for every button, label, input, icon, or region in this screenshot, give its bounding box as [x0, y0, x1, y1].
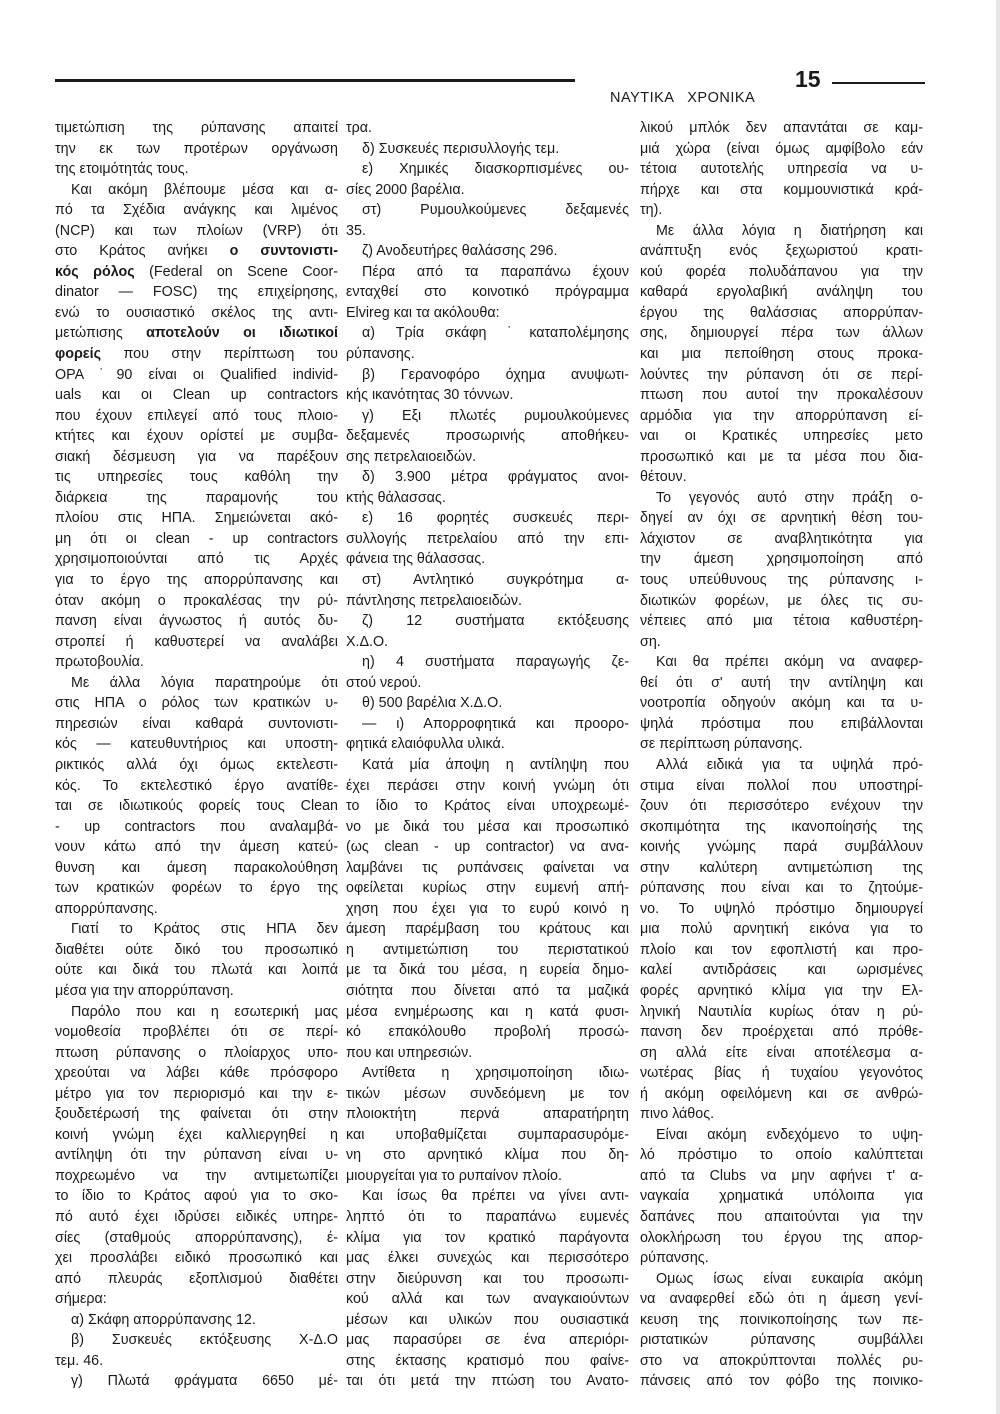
- text-line: στιμα είναι πολλοί που υποστηρί-: [640, 777, 923, 794]
- text-line: γ) Εξι πλωτές ρυμουλκούμενες: [362, 407, 629, 424]
- paragraph: [55, 1002, 338, 1310]
- text-line: Και ίσως θα πρέπει να γίνει αντι-: [362, 1188, 629, 1205]
- text-line: όταν ακόμη ο προκαλέσας την ρύ-: [55, 592, 338, 609]
- text-line: η αντιμετώπιση του περιστατικού: [346, 941, 629, 958]
- text-line: ληνική Ναυτιλία κυρίως όταν η ρύ-: [640, 1003, 923, 1020]
- text-line: τιμετώπιση της ρύπανσης απαιτεί: [55, 120, 338, 136]
- text-segment: που στην περίπτωση του: [101, 346, 338, 363]
- text-line: ζουν ότι περισσότερο ενέχουν την: [640, 798, 923, 815]
- paragraph: [346, 139, 629, 160]
- text-line: έχει περάσει στην κοινή γνώμη ότι: [346, 777, 629, 794]
- text-line: ται σε ιδιωτικούς φορείς τους Clean: [55, 798, 338, 815]
- text-line: ζ) 12 συστήματα εκτόξευσης: [362, 613, 629, 630]
- text-line: καθαρά εργολαβική ανάληψη του: [640, 284, 923, 301]
- text-line: χηση που έχει για το ευρύ κοινό η: [346, 900, 629, 917]
- text-line: γ) Πλωτά φράγματα 6650 μέ-: [71, 1373, 338, 1390]
- text-line: Γιατί το Κράτος στις ΗΠΑ δεν: [71, 921, 338, 938]
- paragraph: [346, 508, 629, 570]
- text-line: από πλευράς εξοπλισμού διαθέτει: [55, 1270, 338, 1287]
- text-line: για το έργο της απορρύπανσης και: [55, 572, 338, 589]
- text-line: σήμερα:: [55, 1291, 107, 1308]
- paragraph: [346, 693, 629, 714]
- text-line: Είναι ακόμη ενδεχόμενο το υψη-: [656, 1126, 923, 1143]
- text-line: θ) 500 βαρέλια Χ.Δ.Ο.: [362, 695, 503, 712]
- text-line: Πέρα από τα παραπάνω έχουν: [362, 263, 629, 280]
- paragraph: [346, 1063, 629, 1186]
- text-line: στού νερού.: [346, 674, 422, 691]
- text-line: dinator — FOSC) της επιχείρησης,: [55, 284, 338, 301]
- text-line: τη).: [640, 202, 663, 219]
- text-line: β) Συσκευές εκτόξευσης Χ-Δ.Ο: [71, 1332, 338, 1349]
- text-line: οφείλεται κυρίως στην ευμενή απή-: [346, 880, 629, 897]
- text-line: ση.: [640, 633, 661, 650]
- text-line: τικών μέσων συνδεόμενη με τον: [346, 1085, 629, 1102]
- text-line: τέτοια αυτοτελής υπηρεσία να υ-: [640, 161, 923, 178]
- text-line: νουν κάτω από την άμεση κατεύ-: [55, 839, 338, 856]
- text-line: σης πετρελαιοειδών.: [346, 448, 477, 465]
- text-line: στ) Αντλητικό συγκρότημα α-: [362, 572, 629, 589]
- text-line: πτωση που αυτοί την προκαλέσουν: [640, 387, 923, 404]
- text-line: α) Τρία σκάφη ˙καταπολέμησης: [362, 325, 629, 342]
- text-line: κλίμα για τον κρατικό παράγοντα: [346, 1229, 629, 1246]
- text-line: α) Σκάφη απορρύπανσης 12.: [71, 1311, 256, 1328]
- text-line: που και υπηρεσιών.: [346, 1044, 473, 1061]
- text-line: σίες (σταθμούς απορρύπανσης), έ-: [55, 1229, 338, 1246]
- paragraph: [346, 159, 629, 200]
- text-line: ενώ το ουσιαστικό σκέλος της αντι-: [55, 304, 338, 321]
- text-line: στην διεύρυνση και του προσωπι-: [346, 1270, 629, 1287]
- text-line: δαπάνες που απαιτούνται για την: [640, 1208, 923, 1225]
- text-line: ε) 16 φορητές συσκευές περι-: [362, 510, 629, 527]
- text-line: Αλλά ειδικά για τα υψηλά πρό-: [656, 756, 923, 773]
- paragraph: [346, 262, 629, 324]
- text-line: απορρύπανσης.: [55, 900, 158, 917]
- text-line: Κατά μία άποψη η αντίληψη που: [362, 756, 629, 773]
- paragraph: [640, 652, 923, 755]
- text-segment: μετώπισης: [55, 325, 147, 342]
- text-line: έργου της θαλάσσιας απορρύπαν-: [640, 304, 923, 321]
- text-line: ρύπανσης.: [640, 1250, 709, 1267]
- text-line: ται ότι μετά την πτώση του Ανατο-: [346, 1373, 629, 1390]
- text-line: των κρατικών φορέων το έργο της: [55, 880, 338, 897]
- paragraph: [346, 467, 629, 508]
- bold-text: αποτελούν οι ιδιωτικοί: [146, 325, 338, 342]
- text-line: στ) Ρυμουλκούμενες δεξαμενές: [362, 202, 629, 219]
- text-line: Χ.Δ.Ο.: [346, 633, 389, 650]
- bold-text: κός ρόλος: [55, 263, 135, 280]
- text-line: άμεση παρέμβαση του κράτους και: [346, 921, 629, 938]
- text-line: ανάπτυξη ενός ξεχωριστού κρατι-: [640, 243, 923, 260]
- text-line: προσωπικό και με τα μέσα που δια-: [640, 448, 923, 465]
- text-line: την εκ των προτέρων οργάνωση: [55, 140, 338, 157]
- text-line: πηρεσιών είναι καθαρά συντονιστι-: [55, 715, 338, 732]
- text-line: β) Γερανοφόρο όχημα ανυψωτι-: [362, 366, 629, 383]
- text-line: Αντίθετα η χρησιμοποίηση ιδιω-: [362, 1065, 629, 1082]
- text-line: πλοίο και τον εφοπλιστή και προ-: [640, 941, 923, 958]
- paragraph: [346, 652, 629, 693]
- paragraph: [346, 118, 629, 139]
- text-line: νωτέρας βίας ή τυχαίου γεγονότος: [640, 1065, 923, 1082]
- text-line: κής ικανότητας 30 τόννων.: [346, 387, 514, 404]
- text-line: σε περίπτωση ρύπανσης.: [640, 736, 803, 753]
- text-line: κού αλλά και των αναγκαιούντων: [346, 1291, 629, 1308]
- page-number: 15: [795, 66, 821, 92]
- text-line: μας έλκει συνεχώς και περισσότερο: [346, 1250, 629, 1267]
- text-line: με τα δικά του μέσα, η ευρεία δημο-: [346, 962, 629, 979]
- text-line: λούντες την ρύπανση ότι σε περί-: [640, 366, 923, 383]
- text-line: κός — κατευθυντήριος και υποστη-: [55, 736, 338, 753]
- text-line: σιότητα που δίνεται από τα μαζικά: [346, 982, 629, 999]
- text-line: ση αλλά είτε είναι αποτέλεσμα α-: [640, 1044, 923, 1061]
- text-line: αρμόδια για την απορρύπανση εί-: [640, 407, 923, 424]
- text-line: φορές αρνητικό κλίμα για την Ελ-: [640, 982, 923, 999]
- paragraph: [55, 1310, 338, 1331]
- text-line: ριστατικών ρύπανσης συμβάλλει: [640, 1332, 923, 1349]
- text-line: χρεούται να λάβει κάθε πρόσφορο: [55, 1065, 338, 1082]
- text-line: νο. Το υψηλό πρόστιμο δημιουργεί: [640, 900, 923, 917]
- text-line: και υποβαθμίζεται συμπαρασυρόμε-: [346, 1126, 629, 1143]
- text-line: Elvireg και τα ακόλουθα:: [346, 304, 500, 321]
- text-line: συλλογής πετρελαίου από την επι-: [346, 530, 629, 547]
- text-line: πήρχε και στα κομμουνιστικά κρά-: [640, 181, 923, 198]
- text-line: χρησιμοποιούνται από τις Αρχές: [55, 551, 338, 568]
- text-line: ποχρεωμένο να την αντιμετωπίζει: [55, 1167, 338, 1184]
- paragraph: [346, 570, 629, 611]
- text-line: κοινή γνώμη έχει καλλιεργηθεί η: [55, 1126, 338, 1143]
- text-line: ή ακόμη οφειλόμενη και σε ανθρώ-: [640, 1085, 923, 1102]
- text-line: [55, 344, 338, 365]
- text-line: πανση είναι άγνωστος ή αυτός δυ-: [55, 613, 338, 630]
- text-line: λό πρόστιμο το οποίο καλύπτεται: [640, 1147, 923, 1164]
- text-line: πτωση ρύπανσης ο πλοίαρχος υπο-: [55, 1044, 338, 1061]
- text-line: ούτε και δικά του πλωτά και λοιπά: [55, 962, 338, 979]
- text-line: νη στο αρνητικό κλίμα που δη-: [346, 1147, 629, 1164]
- text-line: ολοκλήρωση του έργου της απορ-: [640, 1229, 923, 1246]
- text-line: κού φορέα πολυδάπανου για την: [640, 263, 923, 280]
- text-line: φάνεια της θάλασσας.: [346, 551, 486, 568]
- text-line: νομοθεσία προβλέπει ότι σε περί-: [55, 1024, 338, 1041]
- text-line: κτής θάλασσας.: [346, 489, 446, 506]
- text-line: νοοτροπία οδηγούν ακόμη και τα υ-: [640, 695, 923, 712]
- text-line: δηγεί αν όχι σε αρνητική θέση του-: [640, 510, 923, 527]
- text-line: να αναφερθεί εδώ ότι η άμεση γενί-: [640, 1291, 923, 1308]
- text-line: τρα.: [346, 120, 373, 136]
- text-line: λικού μπλόκ δεν απαντάται σε καμ-: [640, 120, 923, 136]
- text-segment: στο Κράτος ανήκει: [55, 243, 230, 260]
- text-line: πινο λάθος.: [640, 1106, 715, 1123]
- text-segment: (Federal on Scene Coor-: [134, 263, 338, 280]
- text-line: κευση της ποινικοποίησης των πε-: [640, 1311, 923, 1328]
- text-line: από τα Clubs να μην αφήνει τ' α-: [640, 1167, 923, 1184]
- text-line: λάχιστον σε αναβλητικότητα για: [640, 530, 923, 547]
- text-line: στην καλύτερη αντιμετώπιση της: [640, 859, 923, 876]
- paragraph: [55, 1371, 338, 1392]
- article-column-1: [55, 118, 338, 1392]
- paragraph: [346, 755, 629, 1063]
- text-line: κό επακόλουθο προβολή προσώ-: [346, 1024, 629, 1041]
- text-line: θεί ότι σ' αυτή την αντίληψη και: [640, 674, 923, 691]
- text-line: τις υπηρεσίες τους καθόλη την: [55, 469, 338, 486]
- paragraph: [346, 406, 629, 468]
- text-line: πανση δεν προέρχεται από πρόθε-: [640, 1024, 923, 1041]
- text-line: ρύπανσης.: [346, 346, 415, 363]
- paragraph: [346, 323, 629, 364]
- paragraph: [346, 611, 629, 652]
- text-line: και μια πεποίθηση στους προκα-: [640, 346, 923, 363]
- text-line: [55, 323, 338, 344]
- text-line: μέσα για την απορρύπανση.: [55, 982, 234, 999]
- text-line: Ομως ίσως είναι ευκαιρία ακόμη: [656, 1270, 923, 1287]
- paragraph: [640, 1125, 923, 1269]
- paragraph: [346, 1186, 629, 1391]
- text-line: πό αυτό έχει ιδρύσει ειδικές υπηρε-: [55, 1208, 338, 1225]
- text-line: ζ) Ανοδευτήρες θαλάσσης 296.: [362, 243, 558, 260]
- text-line: θέτουν.: [640, 469, 687, 486]
- text-line: Παρόλο που και η εσωτερική μας: [71, 1003, 338, 1020]
- text-line: θυνση και άμεση παρακολούθηση: [55, 859, 338, 876]
- text-line: σης, δημιουργεί πέρα των άλλων: [640, 325, 923, 342]
- text-line: (NCP) και των πλοίων (VRP) ότι: [55, 222, 338, 239]
- text-line: χει προσλάβει ειδικό προσωπικό και: [55, 1250, 338, 1267]
- text-line: δ) 3.900 μέτρα φράγματος ανοι-: [362, 469, 629, 486]
- header-rule-right: [832, 82, 925, 84]
- text-line: το ίδιο το Κράτος είναι υποχρεωμέ-: [346, 798, 629, 815]
- text-line: της ετοιμότητάς τους.: [55, 161, 189, 178]
- paragraph: [346, 365, 629, 406]
- paragraph: [346, 714, 629, 755]
- text-line: κός. Το εκτελεστικό έργο ανατίθε-: [55, 777, 338, 794]
- text-line: μέτρο για τον περιορισμό και την ε-: [55, 1085, 338, 1102]
- text-line: το ίδιο το Κράτος αφού για το σκο-: [55, 1188, 338, 1205]
- paragraph: [640, 118, 923, 221]
- text-line: πάνσεις από τον φόβο της ποινικο-: [640, 1373, 923, 1390]
- paragraph: [346, 200, 629, 241]
- text-line: ψηλά πρόστιμα που επιβάλλονται: [640, 715, 923, 732]
- text-line: σκοπιμότητα της ικανοποίησής της: [640, 818, 923, 835]
- text-line: στο να αποκρύπτονται πολλές ρυ-: [640, 1352, 923, 1369]
- scan-edge: [996, 0, 1000, 1414]
- text-line: Με άλλα λόγια η διατήρηση και: [656, 222, 923, 239]
- paragraph: [55, 1330, 338, 1371]
- paragraph: [55, 673, 338, 920]
- text-line: πάντλησης πετρελαιοειδών.: [346, 592, 522, 609]
- paragraph: [640, 755, 923, 1125]
- text-line: λαμβάνει τις ρυπάνσεις φαίνεται να: [346, 859, 629, 876]
- text-line: διαθέτει ούτε δικό του προσωπικό: [55, 941, 338, 958]
- text-line: πρωτοβουλία.: [55, 654, 144, 671]
- text-line: [55, 262, 338, 283]
- text-line: μιουργείται για το ρυπαίνον πλοίο.: [346, 1167, 562, 1184]
- text-line: στροπεί ή καθυστερεί να αναλάβει: [55, 633, 338, 650]
- text-line: (ως clean - up contractor) να ανα-: [346, 839, 629, 856]
- paragraph: [640, 221, 923, 488]
- paragraph: [640, 1269, 923, 1392]
- text-line: ξουδετέρωσή της φαίνεται ότι στην: [55, 1106, 338, 1123]
- text-line: φητικά ελαιόφυλλα υλικά.: [346, 736, 505, 753]
- text-line: νο με δικά του μέσα και προσωπικό: [346, 818, 629, 835]
- text-line: Με άλλα λόγια παρατηρούμε ότι: [71, 674, 338, 691]
- text-line: κοινής γνώμης παρά συμβάλλουν: [640, 839, 923, 856]
- text-line: τους υπεύθυνους της ρύπανσης ι-: [640, 572, 923, 589]
- text-line: διάρκεια της παραμονής του: [55, 489, 338, 506]
- text-line: Και ακόμη βλέπουμε μέσα και α-: [71, 181, 338, 198]
- text-line: κτήτες και έχουν ορίστεί με συμβα-: [55, 428, 338, 445]
- text-line: στης έκτασης κρατισμό που φαίνε-: [346, 1352, 629, 1369]
- text-line: σιακή δέσμευση για να παρέξουν: [55, 448, 338, 465]
- article-column-3: [640, 118, 923, 1392]
- text-line: που έχουν επιλεγεί από τους πλοιο-: [55, 407, 338, 424]
- magazine-title: ΝΑΥΤΙΚΑ ΧΡΟΝΙΚΑ: [610, 90, 756, 106]
- bold-text: ο συντονιστι-: [229, 243, 338, 260]
- header-rule-left: [55, 79, 575, 82]
- text-line: η) 4 συστήματα παραγωγής ζε-: [362, 654, 629, 671]
- text-line: ναι οι Κρατικές υπηρεσίες μετο: [640, 428, 923, 445]
- text-line: σίες 2000 βαρέλια.: [346, 181, 465, 198]
- text-line: OPA ˙90 είναι οι Qualified individ-: [55, 366, 338, 383]
- text-line: — ι) Απορροφητικά και προορο-: [362, 715, 629, 732]
- text-line: - up contractors που αναλαμβά-: [55, 818, 338, 835]
- text-line: ρικτικός αλλά όχι όμως εκτελεστι-: [55, 756, 338, 773]
- paragraph: [55, 180, 338, 673]
- text-line: μιά χώρα (είναι όμως αμφίβολο εάν: [640, 140, 923, 157]
- text-line: μη ότι οι clean - up contractors: [55, 530, 338, 547]
- text-line: μέσων και υλικών που ουσιαστικά: [346, 1311, 629, 1328]
- paragraph: [640, 488, 923, 652]
- text-line: [55, 241, 338, 262]
- text-line: μας παρασύρει σε ένα απεριόρι-: [346, 1332, 629, 1349]
- text-line: Το γεγονός αυτό στην πράξη ο-: [656, 489, 923, 506]
- text-line: αντίληψη ότι την ρύπανση είναι υ-: [55, 1147, 338, 1164]
- text-line: την άμεση χρησιμοποίηση από: [640, 551, 923, 568]
- bold-text: φορείς: [55, 346, 101, 363]
- text-line: ληπτό ότι το παραπάνω ευμενές: [346, 1208, 629, 1225]
- text-line: καλεί αντιδράσεις και ωρισμένες: [640, 962, 923, 979]
- text-line: δεξαμενές προσωρινής αποθήκευ-: [346, 428, 629, 445]
- text-line: ε) Χημικές διασκορπισμένες ου-: [362, 161, 629, 178]
- paragraph: [55, 118, 338, 180]
- text-line: πλοιοκτήτη περνά απαρατήρητη: [346, 1106, 629, 1123]
- text-line: μια πολύ αρνητική εικόνα για το: [640, 921, 923, 938]
- text-line: μέσα ενημέρωσης και η κατά φυσι-: [346, 1003, 629, 1020]
- text-line: δ) Συσκευές περισυλλογής τεμ.: [362, 140, 560, 157]
- text-line: Και θα πρέπει ακόμη να αναφερ-: [656, 654, 923, 671]
- text-line: στις ΗΠΑ ο ρόλος των κρατικών υ-: [55, 695, 338, 712]
- text-line: τεμ. 46.: [55, 1352, 104, 1369]
- paragraph: [55, 919, 338, 1001]
- article-column-2: [346, 118, 629, 1392]
- text-line: πό τα Σχέδια ανάγκης και λιμένος: [55, 202, 338, 219]
- text-line: uals και οι Clean up contractors: [55, 387, 338, 404]
- text-line: πλοίου στις ΗΠΑ. Σημειώνεται ακό-: [55, 510, 338, 527]
- text-line: ενταχθεί στο κοινοτικό πρόγραμμα: [346, 284, 629, 301]
- text-line: 35.: [346, 222, 366, 239]
- text-line: διωτικών φορέων, με όλες τις συ-: [640, 592, 923, 609]
- text-line: νέπειες από μια τέτοια καθυστέρη-: [640, 613, 923, 630]
- text-line: ρύπανσης που είναι και το ζητούμε-: [640, 880, 923, 897]
- text-line: ναγκαία χρηματικά υπόλοιπα για: [640, 1188, 923, 1205]
- paragraph: [346, 241, 629, 262]
